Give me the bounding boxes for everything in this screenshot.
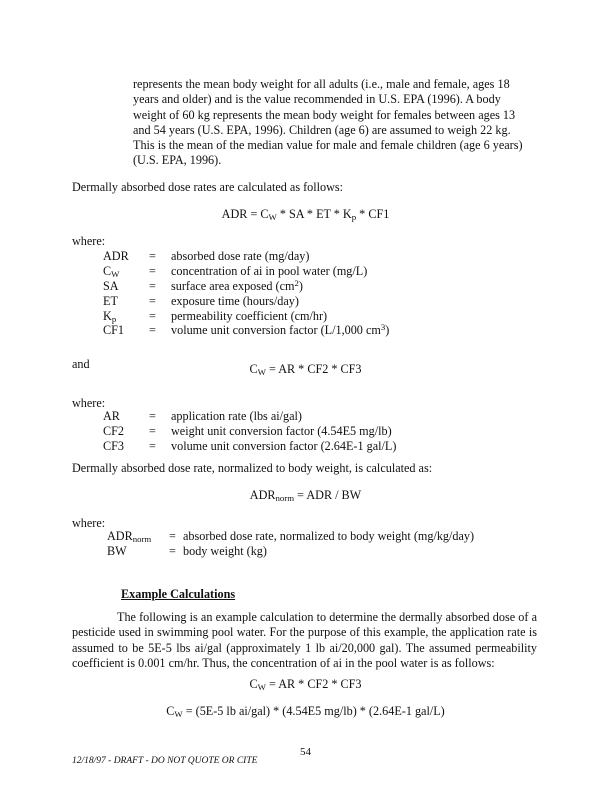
- definitions-table-adr: [103, 249, 389, 338]
- definition-row: [103, 294, 389, 309]
- intro-paragraph: represents the mean body weight for all adults (i.e., male and female, ages 18 years and older) and is the value recommended in U.S. EPA (1996). A body weight of 60 kg represents the mean body weight for females between ages 13 and 54 years (U.S. EPA, 1996). Children (age 6) are assumed to weigh 22 kg. This is the mean of the median value for male and female children (age 6 years) (U.S. EPA, 1996).: [133, 77, 523, 168]
- equation-adr-norm: [0, 488, 611, 503]
- equation-adr: [0, 207, 611, 222]
- definition-symbol: ADR: [103, 249, 129, 263]
- definition-description: volume unit conversion factor (L/1,000 $cm^3$): [171, 322, 390, 338]
- definition-symbol: CF3: [103, 438, 125, 453]
- page-number: 54: [300, 746, 311, 758]
- equation-adr-norm-rhs: = ADR / BW: [294, 488, 362, 502]
- definition-description: permeability coefficient (cm/hr): [171, 308, 328, 323]
- definition-description: weight unit conversion factor (4.54E5 mg/lb): [171, 423, 392, 438]
- definition-equals: =: [149, 263, 156, 278]
- definition-equals: =: [149, 423, 156, 438]
- equation-cw-values: [0, 704, 611, 719]
- equation-adr-mid-sub: p: [351, 212, 357, 223]
- definition-row: [103, 409, 396, 424]
- definitions-table-adr-norm: [107, 529, 474, 559]
- equation-adr-norm-lhs-sub: norm: [275, 493, 295, 504]
- definition-description: body weight (kg): [183, 543, 267, 558]
- definitions-table-cw: [103, 409, 396, 454]
- definition-symbol: CF2: [103, 423, 125, 438]
- equation-adr-rhs: * CF1: [356, 207, 390, 221]
- draft-notice: 12/18/97 - DRAFT - DO NOT QUOTE OR CITE: [72, 756, 258, 766]
- definition-equals: =: [169, 529, 176, 543]
- definition-symbol: ET: [103, 293, 118, 308]
- equation-cw-example-rhs: = AR * CF2 * CF3: [265, 677, 362, 691]
- definition-description: application rate (lbs ai/gal): [171, 409, 302, 423]
- equation-adr-lhs: ADR = C: [221, 207, 269, 221]
- definition-symbol: $C_W$: [103, 263, 120, 280]
- definition-description: surface area exposed $(cm^2)$: [171, 277, 303, 293]
- definition-equals: =: [169, 543, 176, 558]
- where-label-1: where:: [72, 234, 106, 248]
- normalized-intro-text: Dermally absorbed dose rate, normalized to body weight, is calculated as:: [72, 461, 433, 475]
- where-label-3: where:: [72, 516, 106, 530]
- definition-symbol: CF1: [103, 323, 125, 338]
- definition-equals: =: [149, 278, 156, 293]
- equation-cw-lhs-sub: W: [257, 367, 266, 378]
- where-label-2: where:: [72, 396, 106, 410]
- equation-cw-values-rhs: = (5E-5 lb ai/gal) * (4.54E5 mg/lb) * (2.64E-1 gal/L): [182, 704, 445, 718]
- definition-description: exposure time (hours/day): [171, 293, 299, 308]
- definition-description: volume unit conversion factor (2.64E-1 gal/L): [171, 438, 397, 453]
- equation-cw-example: [0, 677, 611, 692]
- definition-equals: =: [149, 249, 156, 263]
- definition-row: [103, 439, 396, 454]
- equation-cw-values-lhs: C: [166, 704, 175, 718]
- equation-cw: [0, 362, 611, 377]
- equation-adr-lhs-sub: W: [268, 212, 277, 223]
- example-calculations-heading: Example Calculations: [121, 587, 236, 601]
- dermal-intro-text: Dermally absorbed dose rates are calculated as follows:: [72, 180, 344, 194]
- definition-description: concentration of ai in pool water (mg/L): [171, 263, 368, 278]
- definition-row: [103, 279, 389, 294]
- definition-row: [107, 544, 474, 559]
- definition-row: [103, 264, 389, 279]
- definition-row: [103, 424, 396, 439]
- example-paragraph: The following is an example calculation to determine the dermally absorbed dose of a pesticide used in swimming pool water. For the purpose of this example, the application rate is assumed to be 5E-5 lbs ai/gal (approximately 1 lb ai/20,000 gal). The assumed permeability coefficient is 0.001 cm/hr. Thus, the concentration of ai in the pool water is as follows:: [72, 610, 537, 670]
- equation-cw-values-lhs-sub: W: [174, 709, 183, 720]
- definition-symbol: AR: [103, 409, 120, 423]
- definition-equals: =: [149, 438, 156, 453]
- definition-equals: =: [149, 308, 156, 323]
- definition-row: [103, 323, 389, 338]
- definition-description: absorbed dose rate (mg/day): [171, 249, 310, 263]
- definition-symbol: $ADR_{norm}$: [107, 529, 152, 545]
- definition-symbol: BW: [107, 543, 127, 558]
- definition-equals: =: [149, 323, 156, 338]
- definition-row: [107, 529, 474, 544]
- definition-symbol: SA: [103, 278, 119, 293]
- equation-adr-norm-lhs: ADR: [249, 488, 276, 502]
- equation-cw-example-lhs-sub: W: [257, 682, 266, 693]
- definition-row: [103, 249, 389, 264]
- definition-equals: =: [149, 409, 156, 423]
- equation-adr-mid: * SA * ET * K: [276, 207, 352, 221]
- equation-cw-lhs: C: [249, 362, 258, 376]
- equation-cw-rhs: = AR * CF2 * CF3: [265, 362, 362, 376]
- definition-symbol: $K_p$: [103, 308, 117, 324]
- definition-equals: =: [149, 293, 156, 308]
- and-label: and: [72, 357, 90, 371]
- equation-cw-example-lhs: C: [249, 677, 258, 691]
- definition-row: [103, 309, 389, 324]
- definition-description: absorbed dose rate, normalized to body weight (mg/kg/day): [183, 529, 475, 543]
